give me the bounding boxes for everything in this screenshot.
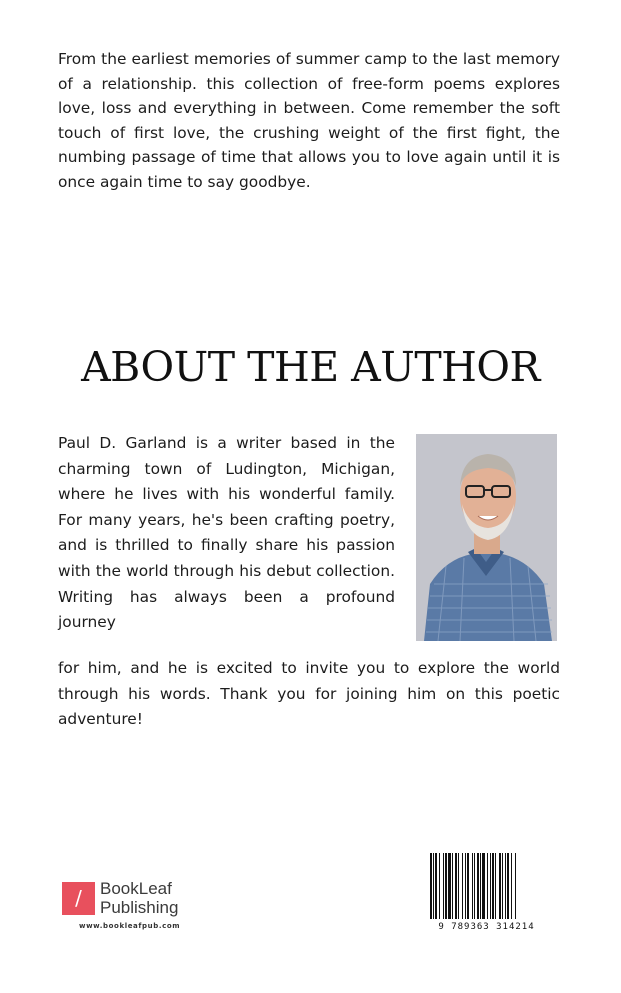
publisher-name-line2: Publishing bbox=[100, 898, 179, 917]
publisher-name bbox=[100, 879, 178, 917]
isbn-number: 9 789363 314214 bbox=[438, 922, 535, 932]
publisher-name-line1: BookLeaf bbox=[100, 879, 172, 898]
publisher-url: www.bookleafpub.com bbox=[79, 922, 181, 930]
author-photo bbox=[416, 434, 557, 641]
back-cover-blurb: From the earliest memories of summer camp to the last memory of a relationship. this collection of free-form poems explores love, loss and everything in between. Come remember the soft touch of first love, the crushing weight of the first fight, the numbing passage of time that allows you to love again until it is once again time to say goodbye. bbox=[58, 50, 560, 191]
barcode-bars-icon bbox=[428, 853, 545, 921]
about-heading: ABOUT THE AUTHOR bbox=[81, 343, 540, 391]
isbn-barcode bbox=[428, 853, 545, 937]
author-bio-continued: for him, and he is excited to invite you to explore the world through his words. Thank you for joining him on this poetic adventure! bbox=[58, 659, 560, 729]
author-bio-wrapped: Paul D. Garland is a writer based in the charming town of Ludington, Michigan, where he lives with his wonderful family. For many years, he's been crafting poetry, and is thrilled to finally share his passion with the world through his debut collection. Writing has always been a profound journey bbox=[58, 434, 395, 632]
publisher-slash-icon: / bbox=[62, 882, 95, 915]
publisher-logo bbox=[62, 879, 222, 937]
